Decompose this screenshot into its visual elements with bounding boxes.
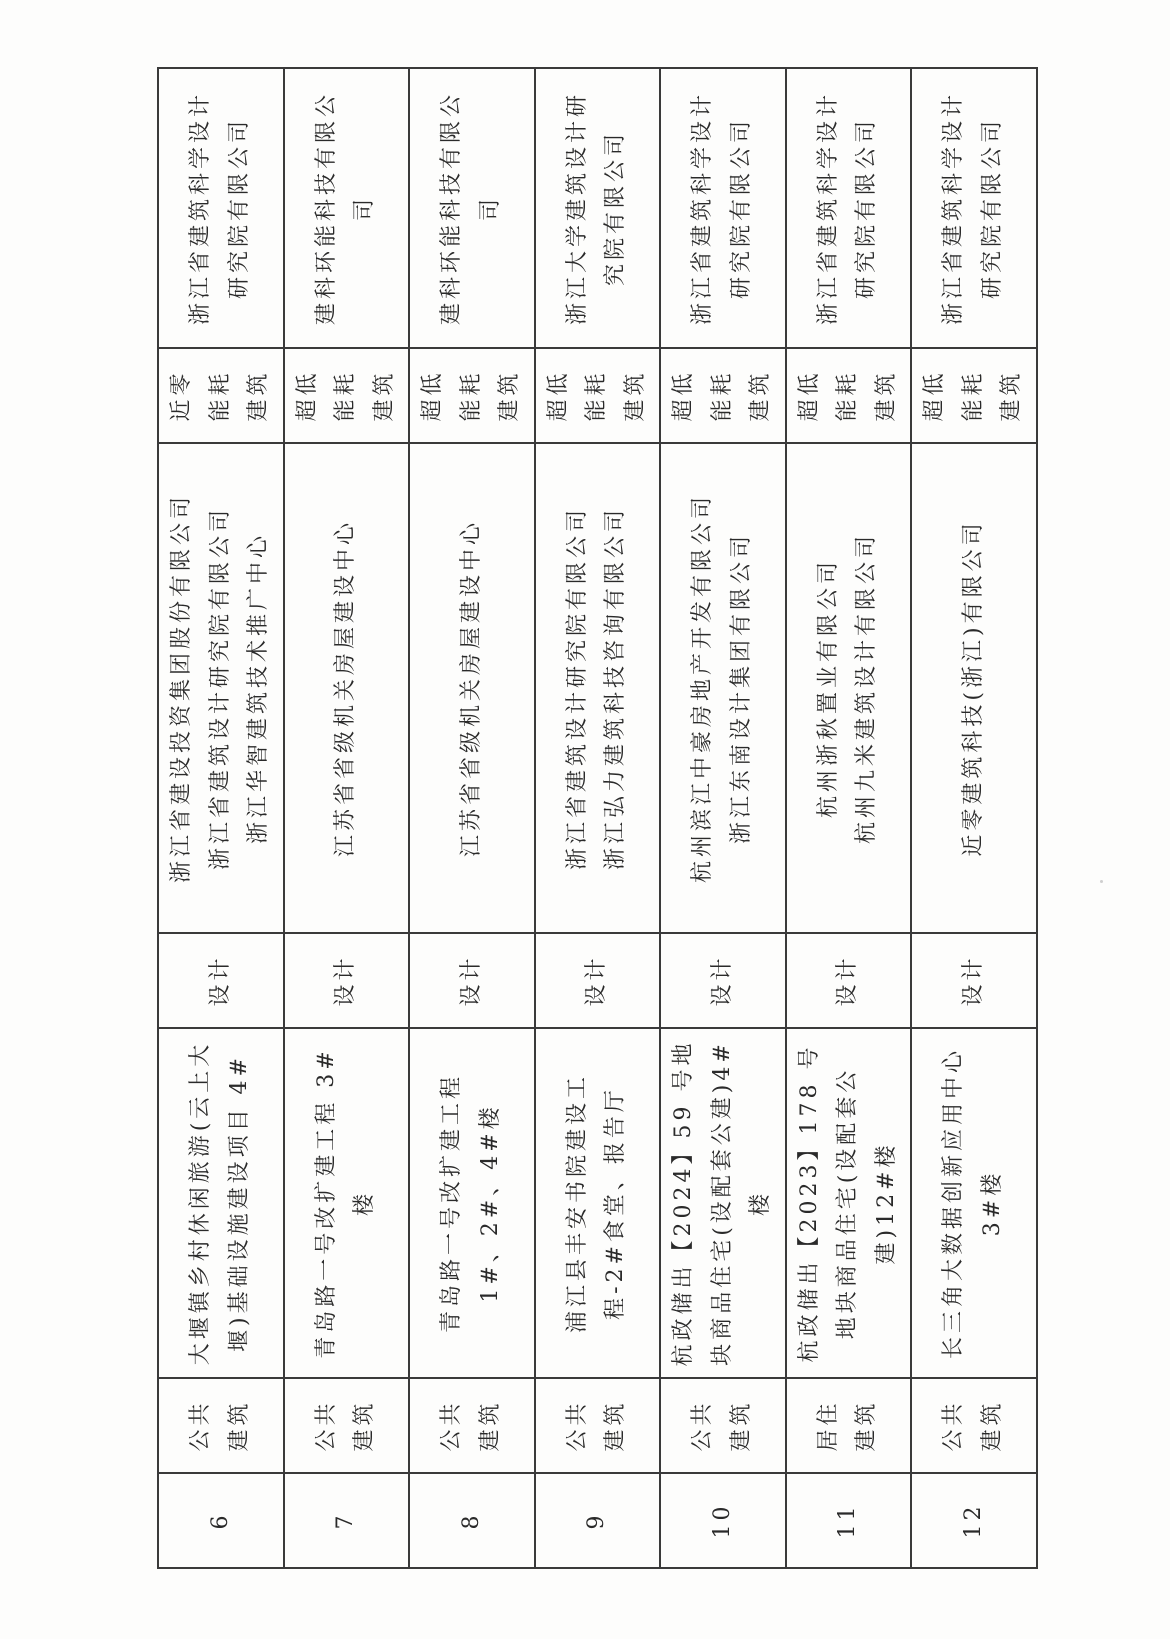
building-type: 公共建筑 [313, 1399, 378, 1452]
project-name: 青岛路一号改扩建工程 3#楼 [284, 1028, 410, 1378]
energy-grade-cell [535, 348, 661, 443]
evaluation-stage: 设计 [409, 933, 535, 1028]
applicant-unit: 杭州九米建筑设计有限公司 [854, 532, 880, 845]
evaluation-org: 浙江省建筑科学设计研究院有限公司 [660, 68, 786, 348]
energy-grade: 超低能耗建筑 [545, 369, 648, 422]
building-type: 居住建筑 [815, 1399, 880, 1452]
project-table [157, 67, 1038, 1569]
evaluation-org: 建科环能科技有限公司 [409, 68, 535, 348]
evaluation-stage: 设计 [786, 933, 912, 1028]
evaluation-org: 浙江省建筑科学设计研究院有限公司 [786, 68, 912, 348]
evaluation-stage: 设计 [284, 933, 410, 1028]
energy-grade-cell [284, 348, 410, 443]
project-name: 大堰镇乡村休闲旅游(云上大堰)基础设施建设项目 4# [158, 1028, 284, 1378]
applicant-unit: 江苏省省级机关房屋建设中心 [333, 519, 358, 858]
project-name: 青岛路一号改扩建工程 1#、2#、4#楼 [409, 1028, 535, 1378]
evaluation-stage: 设计 [660, 933, 786, 1028]
energy-grade-cell [786, 348, 912, 443]
table-row [535, 68, 661, 1568]
evaluation-org: 浙江省建筑科学设计研究院有限公司 [911, 68, 1037, 348]
building-type-cell [409, 1378, 535, 1473]
applicant-units-cell [158, 443, 284, 933]
building-type-cell [911, 1378, 1037, 1473]
building-type-cell [786, 1378, 912, 1473]
energy-grade: 超低能耗建筑 [420, 369, 522, 422]
project-name: 杭政储出【2024】59 号地块商品住宅(设配套公建)4#楼 [660, 1028, 786, 1378]
applicant-unit: 江苏省省级机关房屋建设中心 [458, 519, 484, 858]
building-type: 公共建筑 [564, 1399, 629, 1452]
building-type: 公共建筑 [941, 1399, 1005, 1452]
energy-grade: 超低能耗建筑 [671, 369, 773, 422]
building-type: 公共建筑 [188, 1399, 252, 1452]
row-number: 6 [158, 1473, 284, 1568]
building-type-cell [535, 1378, 661, 1473]
applicant-units-cell [911, 443, 1037, 933]
scan-speck [1100, 880, 1103, 883]
evaluation-stage: 设计 [911, 933, 1037, 1028]
applicant-unit: 浙江东南设计集团有限公司 [728, 532, 754, 845]
applicant-unit: 近零建筑科技(浙江)有限公司 [960, 519, 986, 857]
applicant-units-cell [660, 443, 786, 933]
applicant-unit: 浙江省建筑设计研究院有限公司 [207, 506, 233, 871]
applicant-unit: 浙江弘力建筑科技咨询有限公司 [603, 506, 629, 871]
applicant-unit: 浙江省建设投资集团股份有限公司 [169, 493, 194, 884]
energy-grade-cell [660, 348, 786, 443]
applicant-unit: 浙江省建筑设计研究院有限公司 [564, 506, 590, 871]
applicant-units-cell [786, 443, 912, 933]
applicant-units-cell [535, 443, 661, 933]
table-row [660, 68, 786, 1568]
row-number: 10 [660, 1473, 786, 1568]
energy-grade: 近零能耗建筑 [169, 369, 271, 422]
energy-grade: 超低能耗建筑 [796, 369, 899, 422]
evaluation-stage: 设计 [535, 933, 661, 1028]
evaluation-org: 浙江大学建筑设计研究院有限公司 [535, 68, 661, 348]
building-type-cell [660, 1378, 786, 1473]
applicant-unit: 浙江华智建筑技术推广中心 [246, 532, 271, 845]
row-number: 7 [284, 1473, 410, 1568]
evaluation-stage: 设计 [158, 933, 284, 1028]
rotated-table-wrapper [157, 69, 1024, 1569]
energy-grade: 超低能耗建筑 [294, 369, 397, 422]
project-name: 浦江县丰安书院建设工程-2#食堂、报告厅 [535, 1028, 661, 1378]
table-row [284, 68, 410, 1568]
energy-grade-cell [911, 348, 1037, 443]
applicant-units-cell [409, 443, 535, 933]
energy-grade-cell [158, 348, 284, 443]
building-type: 公共建筑 [690, 1399, 754, 1452]
building-type-cell [158, 1378, 284, 1473]
evaluation-org: 建科环能科技有限公司 [284, 68, 410, 348]
building-type-cell [284, 1378, 410, 1473]
applicant-unit: 杭州滨江中豪房地产开发有限公司 [690, 493, 716, 884]
building-type: 公共建筑 [439, 1399, 503, 1452]
evaluation-org: 浙江省建筑科学设计研究院有限公司 [158, 68, 284, 348]
energy-grade-cell [409, 348, 535, 443]
row-number: 8 [409, 1473, 535, 1568]
applicant-unit: 杭州浙秋置业有限公司 [815, 558, 841, 819]
table-row [409, 68, 535, 1568]
project-name: 杭政储出【2023】178 号地块商品住宅(设配套公建)12#楼 [786, 1028, 912, 1378]
table-row [158, 68, 284, 1568]
project-name: 长三角大数据创新应用中心 3#楼 [911, 1028, 1037, 1378]
row-number: 11 [786, 1473, 912, 1568]
applicant-units-cell [284, 443, 410, 933]
row-number: 9 [535, 1473, 661, 1568]
energy-grade: 超低能耗建筑 [922, 369, 1024, 422]
table-row [911, 68, 1037, 1568]
table-row [786, 68, 912, 1568]
row-number: 12 [911, 1473, 1037, 1568]
